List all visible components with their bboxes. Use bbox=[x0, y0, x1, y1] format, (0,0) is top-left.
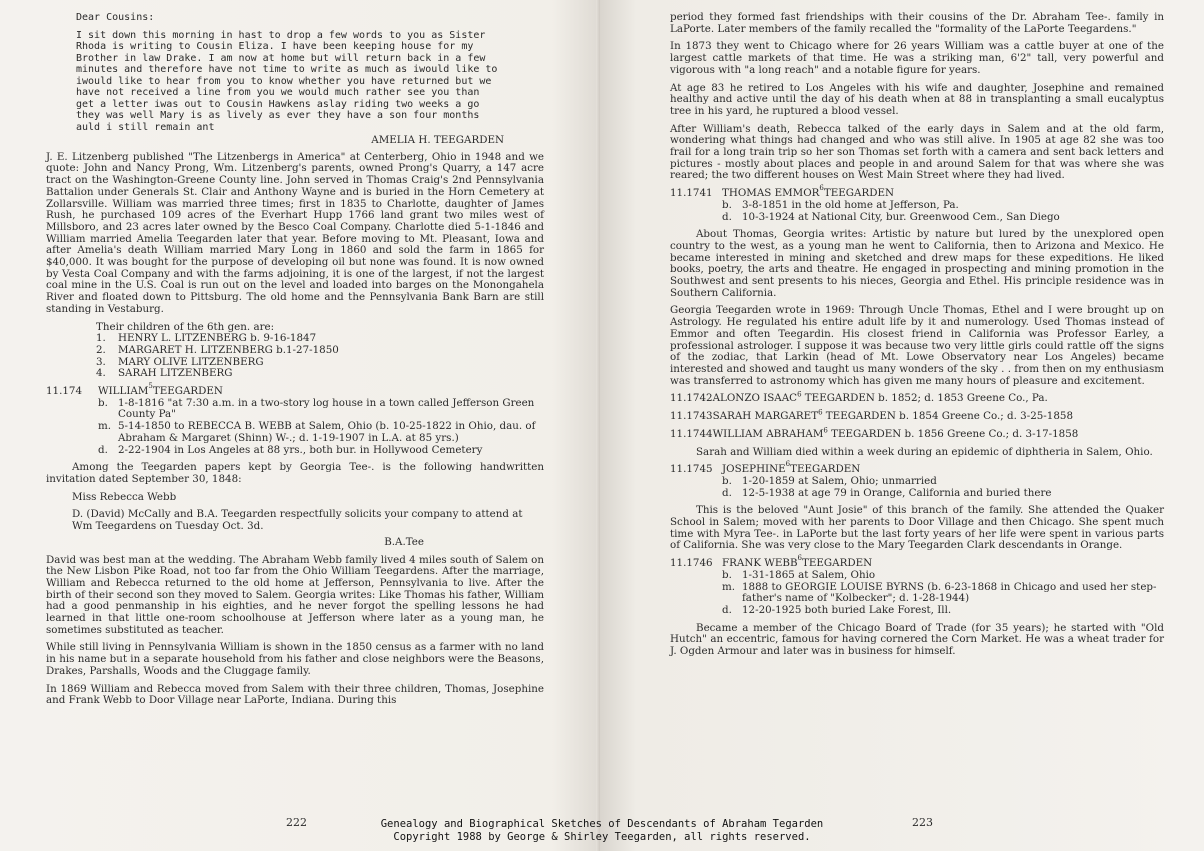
litzenberg-paragraph: J. E. Litzenberg published "The Litzenbergs in America" at Centerberg, Ohio in 1948 and we quote: John and Nancy Prong, Wm. Litzenberg's parents, owned Prong's Quarry, a 147 acre tract on the Washington-Greene County line. John served in Thomas Craig's 2nd Pennsylvania Battalion under Generals St. Clair and Anthony Wayne and is buried in the Horn Cemetery at Zollarsville. William was married three times; first in 1835 to Charlotte, daughter of James Rush, he purchased 109 acres of the Everhart Hupp 1766 land grant two miles west of Millsboro, and 23 acres later owned by the Besco Coal Company. Charlotte died 5-1-1846 and William married Amelia Teegarden later that year. Before moving to Mt. Pleasant, Iowa and after Amelia's death William married Mary Long in 1860 and sold the farm in 1865 for $40,000. It was bought for the purpose of developing oil but none was found. It is now owned by Vesta Coal Company and with the farms adjoining, it is one of the largest, if not the largest coal mine in the U.S. Coal is run out on the level and loaded into barges on the Monongahela River and floated down to Pittsburg. The old home and the Pennsylvania Bank Barn are still standing in Vestaburg. bbox=[46, 150, 544, 315]
list-item: 2. MARGARET H. LITZENBERG b.1-27-1850 bbox=[96, 343, 339, 356]
invitation-signature: B.A.Tee bbox=[384, 535, 424, 548]
entry-event: b. 3-8-1851 in the old home at Jefferson, Pa. bbox=[722, 198, 959, 211]
entry-event: b. 1-8-1816 "at 7:30 a.m. in a two-story log house in a town called Jefferson Green County Pa" bbox=[98, 396, 535, 421]
footer-title: Genealogy and Biographical Sketches of Descendants of Abraham Tegarden bbox=[380, 818, 824, 830]
entry-event: m. 5-14-1850 to REBECCA B. WEBB at Salem, Ohio (b. 10-25-1822 in Ohio, dau. of Abraham & Margaret (Shinn) W-.; d. 1-19-1907 in L.A. at 85 yrs.) bbox=[98, 420, 536, 444]
entry-event: d. 12-20-1925 both buried Lake Forest, Ill. bbox=[722, 603, 952, 616]
continuation-paragraph: period they formed fast friendships with their cousins of the Dr. Abraham Tee-. family in LaPorte. Later members of the family recalled the "formality of the LaPorte Teegardens." bbox=[670, 11, 1164, 35]
papers-paragraph: Among the Teegarden papers kept by Georgia Tee-. is the following handwritten invitation dated September 30, 1848: bbox=[46, 461, 544, 485]
page-number-left: 222 bbox=[286, 816, 307, 829]
letter bbox=[76, 12, 516, 133]
letter-line: minutes and therefore have not time to write as much as iwould like to bbox=[76, 64, 498, 75]
entry-11-1745 bbox=[670, 460, 1164, 499]
list-item: 1. HENRY L. LITZENBERG b. 9-16-1847 bbox=[96, 332, 317, 345]
letter-line: auld i still remain ant bbox=[76, 121, 215, 133]
children-intro: Their children of the 6th gen. are: bbox=[96, 320, 275, 333]
entry-11-1742: 11.1742ALONZO ISAAC$^6$ TEEGARDEN b. 1852; d. 1853 Greene Co., Pa. bbox=[670, 390, 1048, 405]
letter-line: Rhoda is writing to Cousin Eliza. I have been keeping house for my bbox=[76, 41, 474, 52]
letter-line: get a letter iwas out to Cousin Hawkens aslay riding two weeks a go bbox=[76, 98, 480, 110]
chicago-paragraph: In 1873 they went to Chicago where for 26 years William was a cattle buyer at one of the largest cattle markets of that time. He was a striking man, 6'2" tall, very powerful and vigorous with "a long reach" and a notable figure for years. bbox=[670, 40, 1164, 76]
left-column bbox=[46, 12, 544, 713]
copyright-footer bbox=[0, 818, 1204, 844]
letter-line: I sit down this morning in hast to drop a few words to you as Sister bbox=[76, 29, 486, 41]
entry-11-1744: 11.1744WILLIAM ABRAHAM$^6$ TEEGARDEN b. 1856 Greene Co.; d. 3-17-1858 bbox=[670, 426, 1079, 440]
letter-signature: AMELIA H. TEEGARDEN bbox=[371, 134, 504, 146]
letter-line: they was well Mary is as lively as ever they have a son four months bbox=[76, 110, 480, 121]
entry-event: b. 1-20-1859 at Salem, Ohio; unmarried bbox=[722, 474, 937, 487]
right-page bbox=[600, 0, 1204, 851]
thomas-paragraph: About Thomas, Georgia writes: Artistic by nature but lured by the unexplored open country to the west, as a young man he went to California, then to Arizona and Mexico. He became interested in mining and sketched and drew maps for these expeditions. He liked books, poetry, the arts and theatre. He engaged in prospecting and mining promotion in the Southwest and sent presents to his nieces, Georgia and Ethel. His principle residence was in Southern California. bbox=[670, 228, 1164, 299]
entry-event: m. 1888 to GEORGIE LOUISE BYRNS (b. 6-23-1868 in Chicago and used her step-father's name of "Kolbecker"; d. 1-28-1944) bbox=[722, 580, 1157, 605]
entry-event: d. 2-22-1904 in Los Angeles at 88 yrs., both bur. in Hollywood Cemetery bbox=[98, 443, 483, 456]
census-paragraph: While still living in Pennsylvania William is shown in the 1850 census as a farmer with no land in his name but in a separate household from his father and close neighbors were the Beasons, Drakes, Parshalls, Woods and the Cluggage family. bbox=[46, 641, 544, 677]
josie-paragraph: This is the beloved "Aunt Josie" of this branch of the family. She attended the Quaker School in Salem; moved with her parents to Door Village and then Chicago. She spent much time with Myra Tee-. in LaPorte but the last forty years of her life were spent in various parts of California. She was very close to the Mary Teegarden Clark descendants in Orange. bbox=[670, 504, 1164, 552]
entry-11-1741 bbox=[670, 184, 1164, 223]
entry-11-174 bbox=[46, 382, 544, 456]
entry-heading: 11.1746 FRANK WEBB 6 TEEGARDEN bbox=[670, 554, 873, 570]
left-page bbox=[0, 0, 600, 851]
letter-line: have not received a line from you we would much rather see you than bbox=[76, 87, 480, 98]
list-item: 4. SARAH LITZENBERG bbox=[96, 367, 233, 380]
wedding-paragraph: David was best man at the wedding. The Abraham Webb family lived 4 miles south of Salem on the New Lisbon Pike Road, not too far from the Ohio William Teegardens. After the marriage, William and Rebecca returned to the old home at Jefferson, Pennsylvania to live. After the birth of their second son they moved to Salem. Georgia writes: Like Thomas his father, William had a good penmanship in his eighties, and he never forgot the spelling lessons he had learned in that little one-room schoolhouse at Jefferson where later as a young man, he sometimes substituted as teacher. bbox=[46, 553, 544, 636]
entry-heading: 11.1741 THOMAS EMMOR 6 TEEGARDEN bbox=[670, 184, 894, 200]
letter-salutation: Dear Cousins: bbox=[76, 12, 155, 23]
entry-event: d. 10-3-1924 at National City, bur. Greenwood Cem., San Diego bbox=[722, 210, 1060, 223]
entry-11-1743: 11.1743SARAH MARGARET$^6$ TEEGARDEN b. 1854 Greene Co.; d. 3-25-1858 bbox=[670, 408, 1073, 423]
invitation-recipient: Miss Rebecca Webb bbox=[72, 490, 177, 503]
list-item: 3. MARY OLIVE LITZENBERG bbox=[96, 355, 264, 368]
letter-body bbox=[76, 30, 516, 134]
entry-heading: 11.174 WILLIAM 5 TEEGARDEN bbox=[46, 382, 223, 398]
letter-line: Brother in law Drake. I am now at home but will return back in a few bbox=[76, 52, 486, 64]
letter-line: iwould like to hear from you to know whether you have returned but we bbox=[76, 75, 492, 87]
right-column bbox=[670, 12, 1164, 664]
entry-event: b. 1-31-1865 at Salem, Ohio bbox=[722, 568, 876, 581]
rebecca-paragraph: After William's death, Rebecca talked of the early days in Salem and at the old farm, wondering what things had changed and who was still alive. In 1905 at age 82 she was too frail for a long train trip so her son Thomas set forth with a camera and sent back letters and pictures - mostly about places and people in and around Salem for that was where she was reared; the two different houses on West Main Street where they had lived. bbox=[670, 122, 1164, 182]
entry-11-1746 bbox=[670, 554, 1164, 617]
diphtheria-paragraph: Sarah and William died within a week during an epidemic of diphtheria in Salem, Ohio. bbox=[696, 445, 1153, 458]
move-paragraph: In 1869 William and Rebecca moved from Salem with their three children, Thomas, Josephine and Frank Webb to Door Village near LaPorte, Indiana. During this bbox=[46, 682, 544, 707]
footer-copyright: Copyright 1988 by George & Shirley Teegarden, all rights reserved. bbox=[393, 831, 811, 843]
entry-event: d. 12-5-1938 at age 79 in Orange, California and buried there bbox=[722, 486, 1052, 499]
astrology-paragraph: Georgia Teegarden wrote in 1969: Through Uncle Thomas, Ethel and I were brought up on Astrology. He regulated his entire adult life by it and numerology. Used Thomas instead of Emmor and often Teegardin. His closest friend in California was Professor Earley, a professional astrologer. I suppose it was because two very little girls could rattle off the signs of the zodiac, that Larkin (head of Mt. Lowe Observatory near Los Angeles) became interested and showed and taught us many wonders of the sky . . from then on my enthusiasm was transferred to astronomy which has given me many hours of pleasure and excitement. bbox=[670, 304, 1164, 387]
frank-paragraph: Became a member of the Chicago Board of Trade (for 35 years); he started with "Old Hutch" an eccentric, famous for having cornered the Corn Market. He was a wheat trader for J. Ogden Armour and later was in business for himself. bbox=[670, 621, 1164, 658]
entry-heading: 11.1745 JOSEPHINE 6 TEEGARDEN bbox=[670, 460, 861, 476]
children-list bbox=[96, 322, 544, 381]
los-angeles-paragraph: At age 83 he retired to Los Angeles with his wife and daughter, Josephine and remained healthy and active until the day of his death when at 88 in transplanting a small eucalyptus tree in his yard, he ruptured a blood vessel. bbox=[670, 81, 1164, 117]
invitation-text: D. (David) McCally and B.A. Teegarden respectfully solicits your company to attend at Wm Teegardens on Tuesday Oct. 3d. bbox=[72, 508, 523, 533]
page-number-right: 223 bbox=[912, 816, 933, 829]
